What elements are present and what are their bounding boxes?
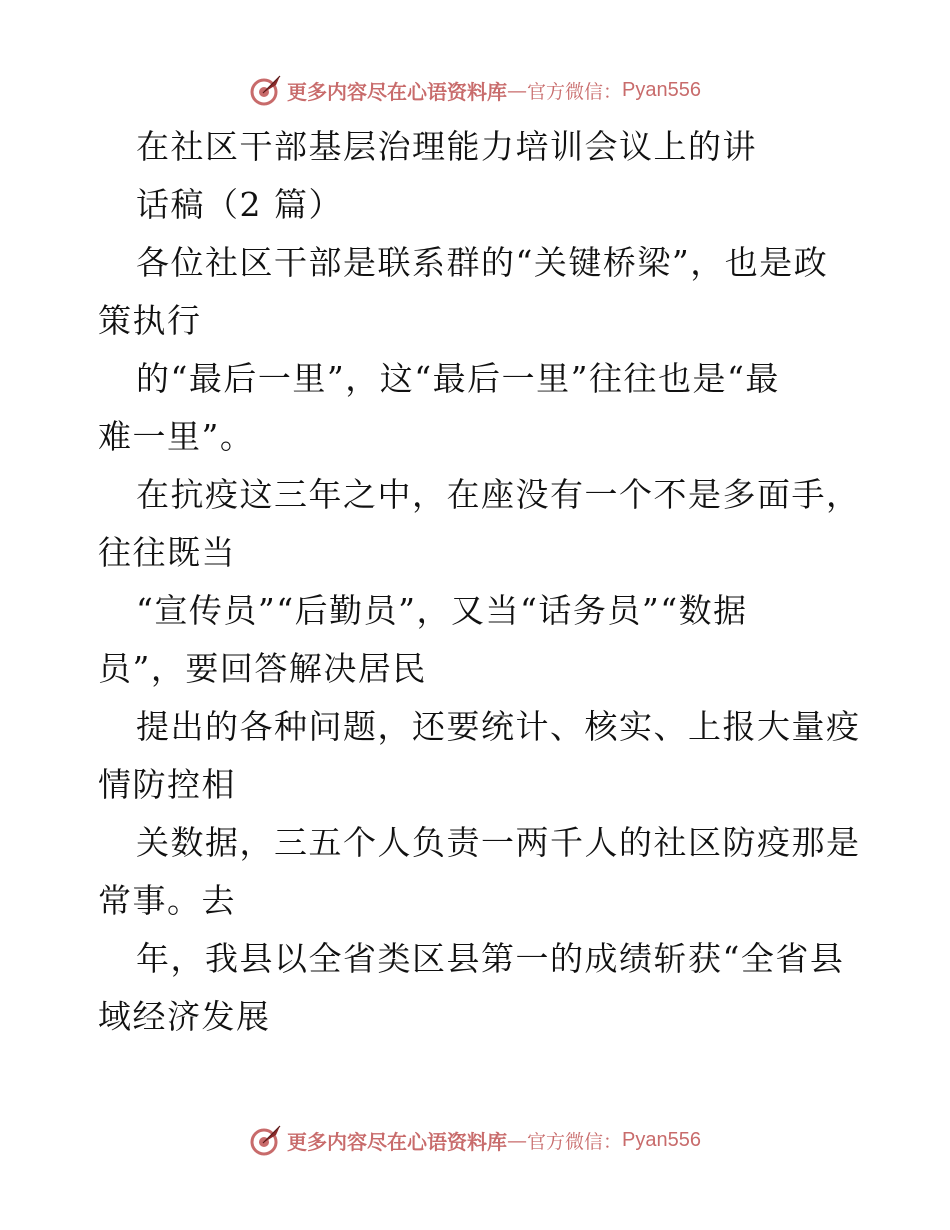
paragraph-line: 情防控相 — [98, 765, 236, 804]
paragraph-line: 各位社区干部是联系群的“关键桥梁”，也是政 — [136, 243, 829, 282]
banner-wechat-label: 官方微信： — [527, 80, 623, 103]
banner-wechat-label: 官方微信： — [527, 1130, 623, 1153]
paragraph-line: 难一里”。 — [98, 417, 255, 456]
document-body — [98, 118, 861, 1046]
paragraph-line: 往往既当 — [98, 533, 236, 572]
document-title-line-2: 话稿（2 篇） — [136, 185, 343, 224]
paragraph-line: 关数据，三五个人负责一两千人的社区防疫那是 — [136, 823, 861, 862]
quill-logo-icon — [249, 73, 283, 107]
paragraph-line: “宣传员”“后勤员”，又当“话务员”“数据 — [136, 591, 748, 630]
paragraph-line: 提出的各种问题，还要统计、核实、上报大量疫 — [136, 707, 861, 746]
footer-banner — [0, 1120, 950, 1160]
banner-separator: — — [507, 78, 527, 102]
paragraph-line: 策执行 — [98, 301, 202, 340]
banner-brand-text: 更多内容尽在心语资料库 — [287, 1129, 507, 1154]
paragraph-line: 域经济发展 — [98, 997, 271, 1036]
header-banner — [0, 70, 950, 110]
paragraph-line: 在抗疫这三年之中，在座没有一个不是多面手， — [136, 475, 861, 514]
paragraph-line: 的“最后一里”，这“最后一里”往往也是“最 — [136, 359, 780, 398]
document-title-line-1: 在社区干部基层治理能力培训会议上的讲 — [136, 127, 757, 166]
banner-wechat-id: Pyan556 — [622, 78, 701, 101]
banner-wechat-id: Pyan556 — [622, 1128, 701, 1151]
quill-logo-icon — [249, 1123, 283, 1157]
paragraph-line: 年，我县以全省类区县第一的成绩斩获“全省县 — [136, 939, 845, 978]
banner-separator: — — [507, 1128, 527, 1152]
banner-brand-text: 更多内容尽在心语资料库 — [287, 79, 507, 104]
paragraph-line: 常事。去 — [98, 881, 236, 920]
paragraph-line: 员”，要回答解决居民 — [98, 649, 427, 688]
